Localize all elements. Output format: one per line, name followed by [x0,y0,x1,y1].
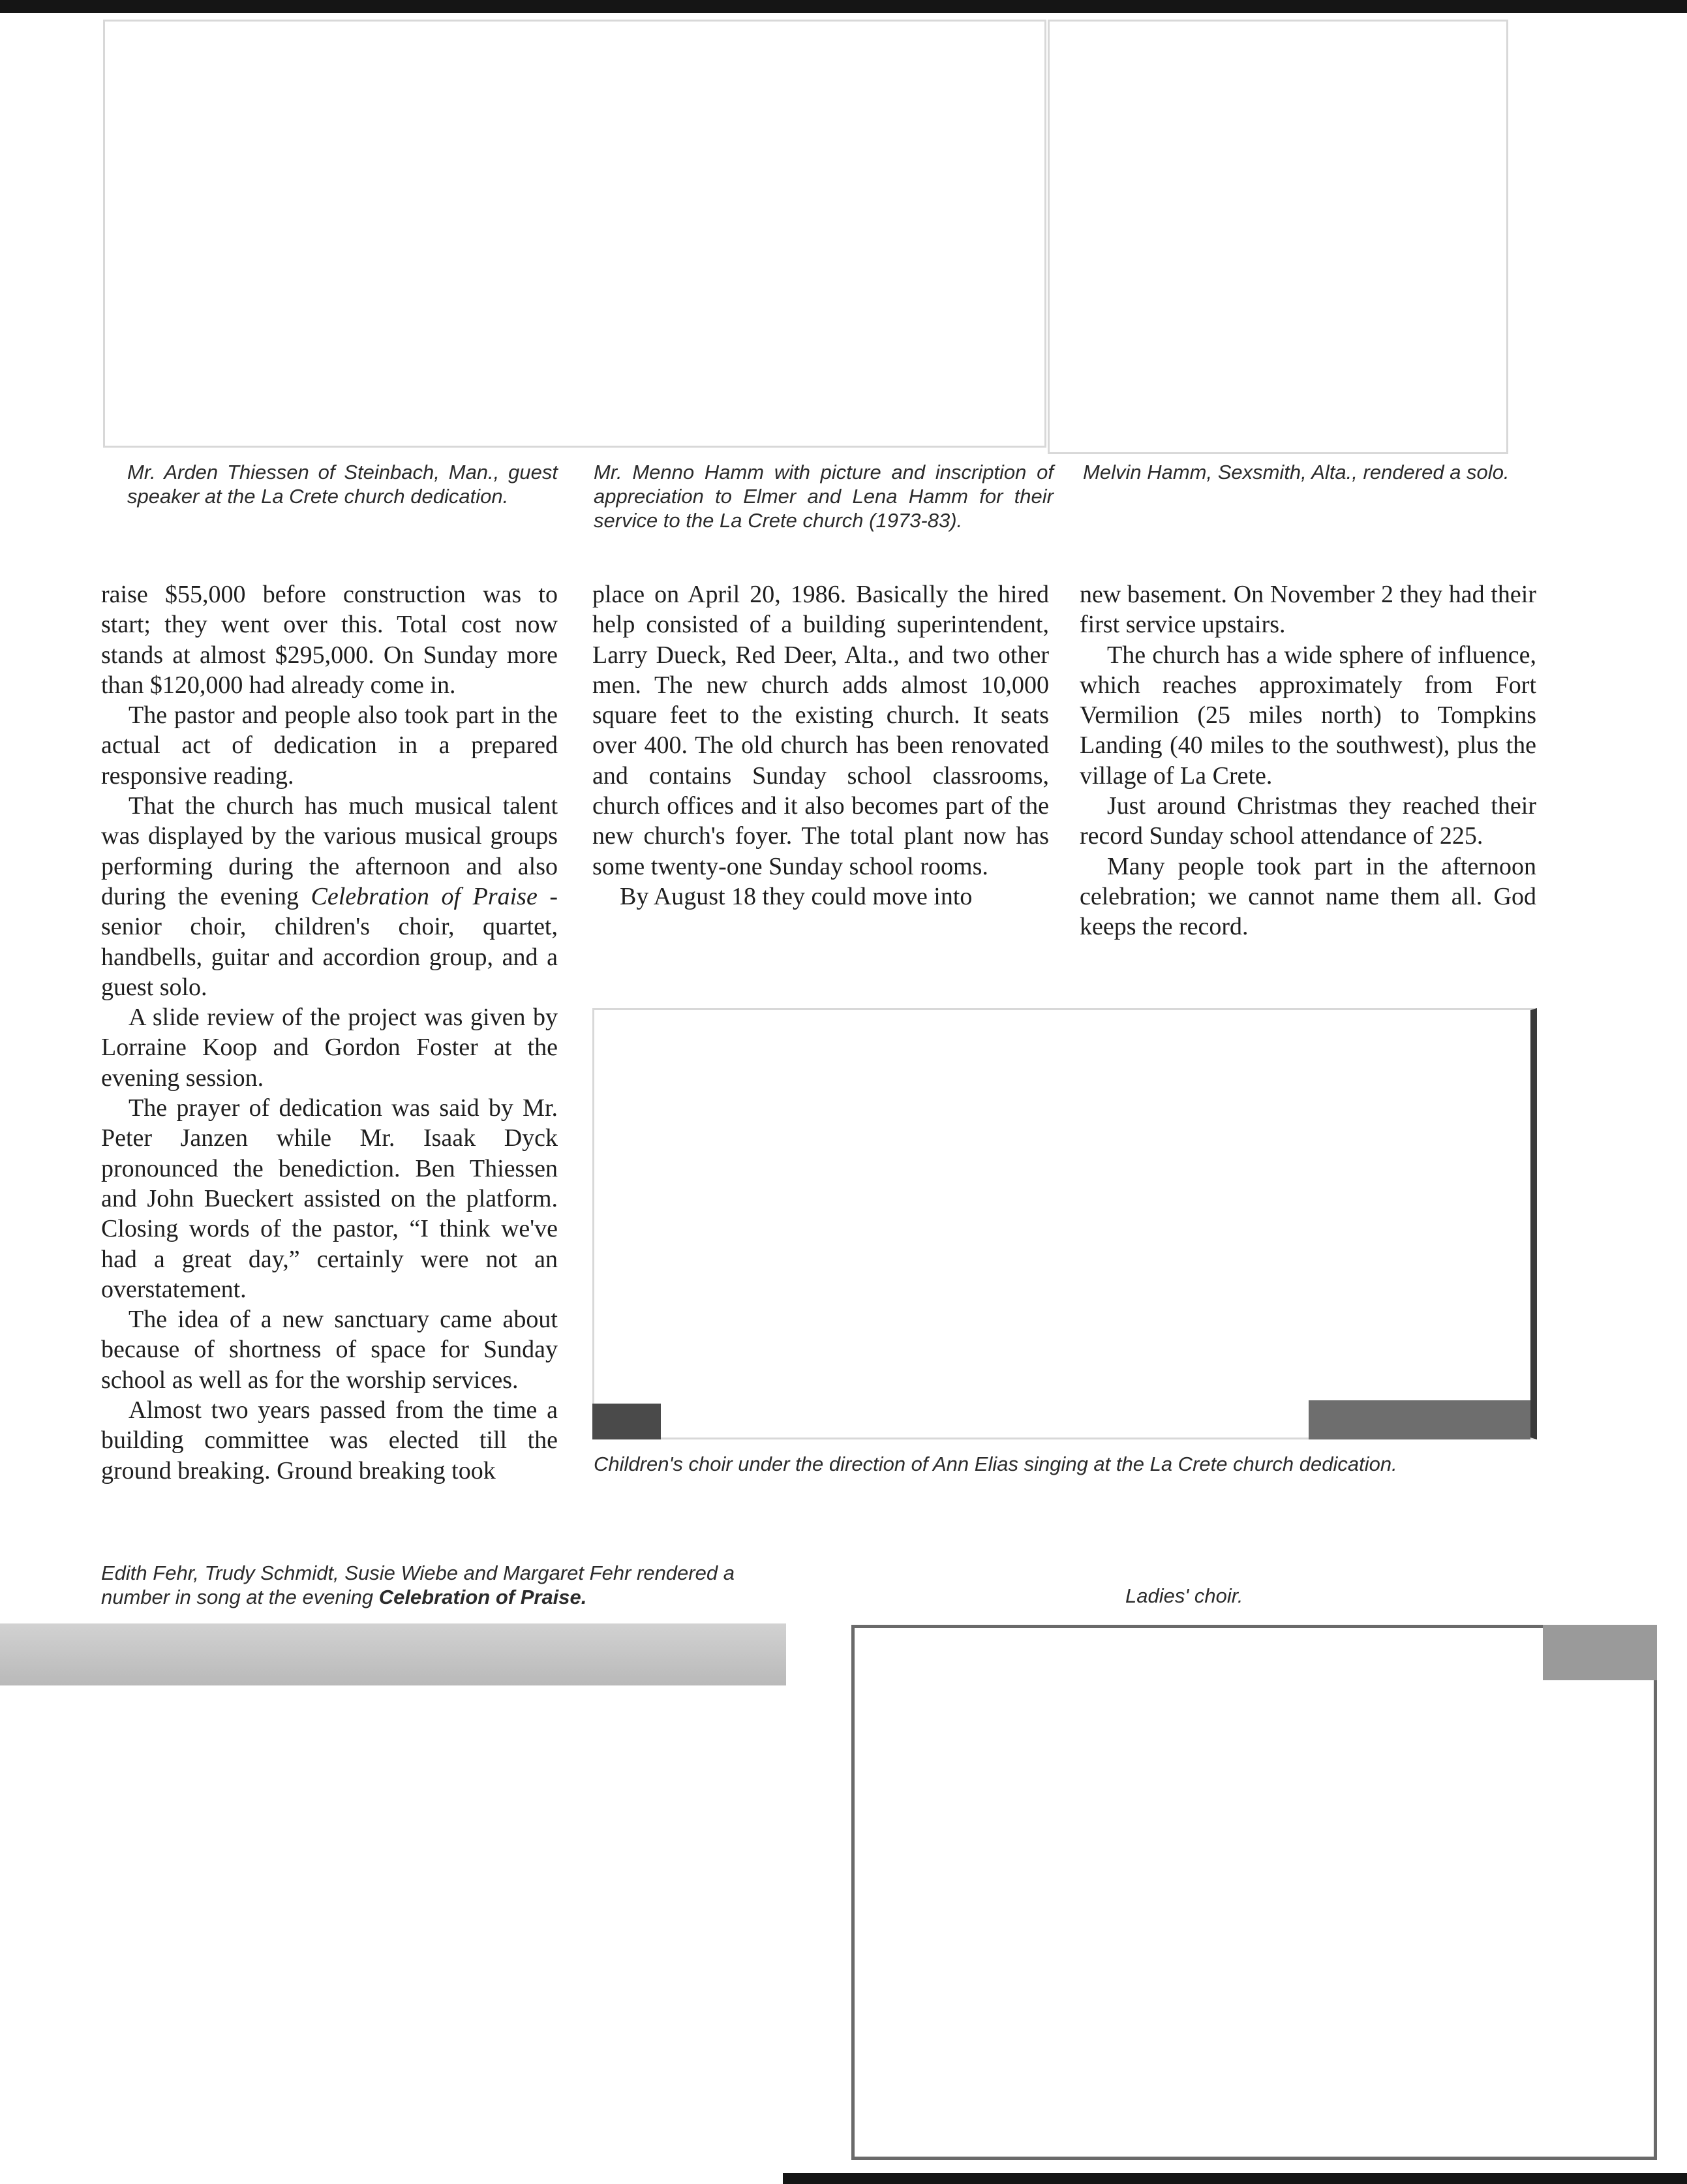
paragraph: A slide review of the project was given by Lorraine Koop and Gordon Foster at the evening session. [101,1004,558,1092]
photo-ladies-choir [851,1625,1657,2160]
caption-ladies-choir: Ladies' choir. [1125,1584,1243,1607]
article-column-2 [592,579,1049,912]
photo-dark-corner [592,1404,661,1439]
event-title: Celebration of Praise [311,882,538,910]
paragraph: Almost two years passed from the time a building committee was elected till the ground breaking. Ground breaking took [101,1396,558,1484]
event-title: Celebration of Praise. [378,1586,587,1608]
paragraph: That the church has much musical talent was displayed by the various musical groups performing during the afternoon and also during the evening Celebration of Praise - senior choir, children's choir, quartet, handbells, guitar and accordion group, and a guest solo. [101,792,558,1001]
paragraph: Just around Christmas they reached their record Sunday school attendance of 225. [1080,792,1536,850]
paragraph: new basement. On November 2 they had their first service upstairs. [1080,581,1536,639]
caption-ladies-quartet: Edith Fehr, Trudy Schmidt, Susie Wiebe and Margaret Fehr rendered a number in song at the evening Celebration of Praise. [101,1561,735,1608]
article-column-3 [1080,579,1536,942]
scan-edge-bottom [783,2173,1687,2184]
paragraph: raise $55,000 before construction was to start; they went over this. Total cost now stands at almost $295,000. On Sunday more than $120,000 had already come in. [101,581,558,699]
paragraph: The idea of a new sanctuary came about because of shortness of space for Sunday school as well as for the worship services. [101,1306,558,1394]
paragraph: The pastor and people also took part in the actual act of dedication in a prepared responsive reading. [101,701,558,790]
photo-arden-thiessen [103,20,1046,448]
paragraph: place on April 20, 1986. Basically the hired help consisted of a building superintendent, Larry Dueck, Red Deer, Alta., and two other men. The new church adds almost 10,000 square feet to the existing church. It seats over 400. The old church has been renovated and contains Sunday school classrooms, church offices and it also becomes part of the new church's foyer. The total plant now has some twenty-one Sunday school rooms. [592,581,1049,880]
caption-melvin-hamm: Melvin Hamm, Sexsmith, Alta., rendered a solo. [1083,461,1510,484]
paragraph: Many people took part in the afternoon celebration; we cannot name them all. God keeps the record. [1080,852,1536,941]
photo-dark-corner [1543,1625,1657,1680]
caption-menno-hamm: Mr. Menno Hamm with picture and inscription of appreciation to Elmer and Lena Hamm for their service to the La Crete church (1973-83). [594,461,1054,532]
photo-ladies-quartet [0,1623,786,1685]
caption-arden-thiessen: Mr. Arden Thiessen of Steinbach, Man., guest speaker at the La Crete church dedication. [127,461,558,508]
paragraph: The church has a wide sphere of influence, which reaches approximately from Fort Vermilion (25 miles north) to Tompkins Landing (40 miles to the southwest), plus the village of La Crete. [1080,641,1536,790]
paragraph: The prayer of dedication was said by Mr. Peter Janzen while Mr. Isaak Dyck pronounced the benediction. Ben Thiessen and John Bueckert assisted on the platform. Closing words of the pastor, “I think we've had a great day,” certainly were not an overstatement. [101,1094,558,1303]
caption-childrens-choir: Children's choir under the direction of Ann Elias singing at the La Crete church dedication. [594,1453,1397,1475]
photo-melvin-hamm [1048,20,1508,454]
scan-edge-top [0,0,1687,13]
paragraph: By August 18 they could move into [620,882,973,910]
article-column-1 [101,579,558,1486]
photo-dark-corner [1309,1400,1530,1439]
photo-childrens-choir [592,1008,1537,1439]
